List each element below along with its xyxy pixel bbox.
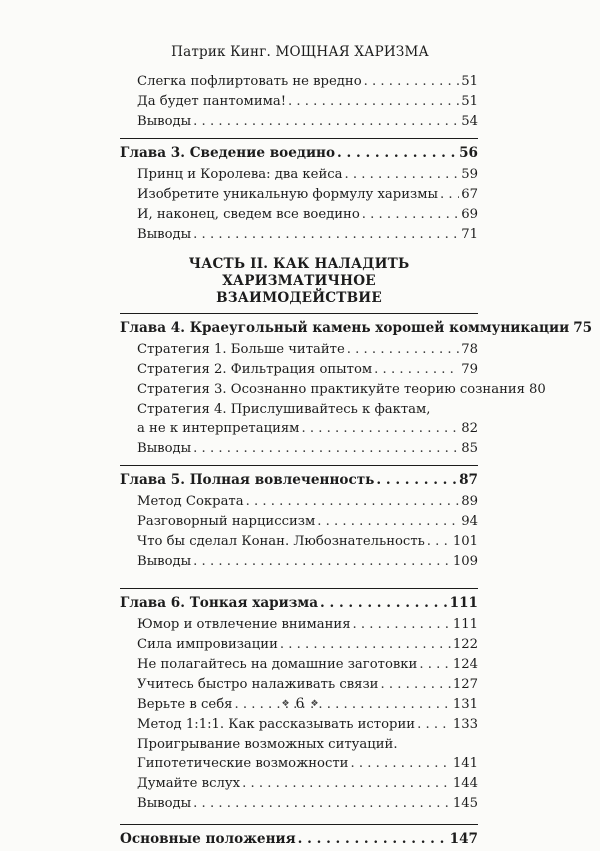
toc-entry-title: Стратегия 3. Осознанно практикуйте теорию сознания [137, 382, 525, 397]
toc-entry[interactable] [120, 439, 478, 459]
toc-entry-title: Слегка пофлиртовать не вредно [137, 74, 362, 89]
running-head: Патрик Кинг. МОЩНАЯ ХАРИЗМА [171, 44, 429, 60]
toc-entry-page: 122 [452, 637, 478, 652]
dot-leader [242, 774, 451, 794]
dot-leader [301, 419, 459, 439]
toc-entry-multiline-line-1[interactable] [120, 400, 478, 419]
toc-entry-page: 59 [461, 167, 478, 182]
dot-leader [193, 439, 459, 459]
dot-leader [337, 143, 457, 163]
toc-entry[interactable] [120, 340, 478, 360]
toc-entry-title: Принц и Королева: два кейса [137, 167, 343, 182]
dot-leader [364, 72, 460, 92]
toc-entry-page: 67 [461, 187, 478, 202]
toc-entry-multiline-line-1[interactable] [120, 735, 478, 754]
toc-entry[interactable] [120, 165, 478, 185]
dot-leader [353, 615, 451, 635]
toc-entry[interactable] [120, 794, 478, 814]
dot-leader [374, 360, 459, 380]
toc-entry-page: 54 [461, 114, 478, 129]
toc-entry-page: 131 [452, 697, 478, 712]
dot-leader [193, 552, 451, 572]
dot-leader [347, 340, 459, 360]
toc-entry[interactable] [120, 532, 478, 552]
part-2-title-line-2: ВЗАИМОДЕЙСТВИЕ [216, 290, 382, 306]
toc-entry-page: 82 [461, 421, 478, 436]
toc-entry[interactable] [120, 360, 478, 380]
dot-leader [193, 794, 451, 814]
dot-leader [193, 112, 459, 132]
toc-entry[interactable] [120, 205, 478, 225]
dot-leader [417, 715, 451, 735]
toc-entry[interactable] [120, 675, 478, 695]
toc-entry[interactable] [120, 655, 478, 675]
toc-entry-title: Учитесь быстро налаживать связи [137, 677, 379, 692]
toc-entry-page: 89 [461, 494, 478, 509]
toc-entry-title: Изобретите уникальную формулу харизмы [137, 187, 438, 202]
dot-leader [380, 675, 450, 695]
toc-summary-title: Основные положения [120, 831, 296, 847]
toc-entry[interactable] [120, 380, 546, 400]
dot-leader [345, 165, 460, 185]
toc-entry-page: 80 [528, 382, 546, 397]
dot-leader [246, 492, 460, 512]
toc-entry-title: Проигрывание возможных ситуаций. [137, 737, 398, 752]
toc-summary[interactable] [120, 824, 478, 851]
toc-entry-title: Не полагайтесь на домашние заготовки [137, 657, 418, 672]
toc-entry-page: 111 [452, 617, 478, 632]
page-footer [0, 696, 600, 712]
toc-chapter-page: 75 [573, 320, 593, 336]
toc-entry-page: 51 [461, 74, 478, 89]
toc-entry-page: 141 [452, 756, 478, 771]
dot-leader [298, 829, 448, 849]
toc-entry[interactable] [120, 185, 478, 205]
toc-entry-page: 79 [461, 362, 478, 377]
toc-entry[interactable] [120, 72, 478, 92]
toc-entry-title: Метод Сократа [137, 494, 244, 509]
toc-chapter-3[interactable] [120, 138, 478, 165]
toc-entry[interactable] [120, 635, 478, 655]
toc-chapter-page: 56 [459, 145, 478, 161]
toc-chapter-page: 87 [459, 472, 478, 488]
toc-entry[interactable] [120, 492, 478, 512]
toc-entry-title: а не к интерпретациям [137, 421, 300, 436]
toc-entry[interactable] [120, 615, 478, 635]
toc-chapter-title: Глава 3. Сведение воедино [120, 145, 336, 161]
toc-entry-title: Стратегия 2. Фильтрация опытом [137, 362, 373, 377]
dot-leader [317, 512, 459, 532]
toc-entry-page: 109 [452, 554, 478, 569]
dot-leader [280, 635, 451, 655]
toc-entry-page: 94 [461, 514, 478, 529]
dot-leader [193, 225, 459, 245]
toc-entry-title: Выводы [137, 227, 192, 242]
dot-leader [419, 655, 450, 675]
toc-entry-page: 71 [461, 227, 478, 242]
toc-entry[interactable] [120, 512, 478, 532]
toc-entry-page: 124 [452, 657, 478, 672]
toc-entry-page: 51 [461, 94, 478, 109]
toc-entry-title: Думайте вслух [137, 776, 241, 791]
toc-entry-title: Выводы [137, 796, 192, 811]
toc-entry[interactable] [120, 112, 478, 132]
toc-chapter-4[interactable] [120, 313, 593, 340]
toc-entry-page: 69 [461, 207, 478, 222]
toc-entry-title: Метод 1:1:1. Как рассказывать истории [137, 717, 416, 732]
toc-entry[interactable] [120, 92, 478, 112]
dot-leader [376, 470, 457, 490]
toc-entry-page: 133 [452, 717, 478, 732]
toc-entry-title: Стратегия 4. Прислушивайтесь к фактам, [137, 402, 431, 417]
toc-chapter-5[interactable] [120, 465, 478, 492]
dot-leader [288, 92, 459, 112]
table-of-contents [120, 72, 593, 851]
part-2-title-line-1: ЧАСТЬ II. КАК НАЛАДИТЬ ХАРИЗМАТИЧНОЕ [188, 256, 410, 289]
toc-summary-page: 147 [449, 831, 478, 847]
toc-entry-page: 85 [461, 441, 478, 456]
dot-leader [350, 754, 450, 774]
toc-entry-title: Гипотетические возможности [137, 756, 349, 771]
toc-chapter-title: Глава 5. Полная вовлеченность [120, 472, 375, 488]
ornament-right-icon: ❖ [310, 699, 319, 709]
dot-leader [320, 593, 448, 613]
part-2-title[interactable] [120, 256, 478, 307]
dot-leader [362, 205, 459, 225]
toc-entry-page: 145 [452, 796, 478, 811]
ornament-left-icon: ❖ [281, 699, 290, 709]
toc-entry-title: Разговорный нарциссизм [137, 514, 316, 529]
toc-entry-title: Стратегия 1. Больше читайте [137, 342, 345, 357]
dot-leader [427, 532, 451, 552]
toc-entry-multiline-line-2[interactable] [120, 754, 478, 774]
toc-entry[interactable] [120, 552, 478, 572]
toc-entry-multiline-line-2[interactable] [120, 419, 478, 439]
toc-entry-page: 127 [452, 677, 478, 692]
toc-entry-title: Да будет пантомима! [137, 94, 287, 109]
toc-entry[interactable] [120, 715, 478, 735]
toc-entry-title: Выводы [137, 114, 192, 129]
toc-entry-page: 144 [452, 776, 478, 791]
toc-entry[interactable] [120, 774, 478, 794]
dot-leader [440, 185, 459, 205]
toc-entry-title: И, наконец, сведем все воедино [137, 207, 360, 222]
toc-entry-title: Что бы сделал Конан. Любознательность [137, 534, 425, 549]
spacer [120, 572, 478, 582]
toc-chapter-title: Глава 4. Краеугольный камень хорошей коммуникации [120, 320, 570, 336]
toc-entry-page: 101 [452, 534, 478, 549]
toc-entry[interactable] [120, 225, 478, 245]
toc-entry-title: Юмор и отвлечение внимания [137, 617, 351, 632]
toc-entry-title: Сила импровизации [137, 637, 278, 652]
toc-chapter-title: Глава 6. Тонкая харизма [120, 595, 319, 611]
toc-entry-title: Выводы [137, 554, 192, 569]
toc-entry-title: Выводы [137, 441, 192, 456]
toc-entry-page: 78 [461, 342, 478, 357]
toc-chapter-page: 111 [449, 595, 478, 611]
page-number: 6 [295, 696, 305, 712]
toc-chapter-6[interactable] [120, 588, 478, 615]
toc-entry-title: Верьте в себя [137, 697, 233, 712]
